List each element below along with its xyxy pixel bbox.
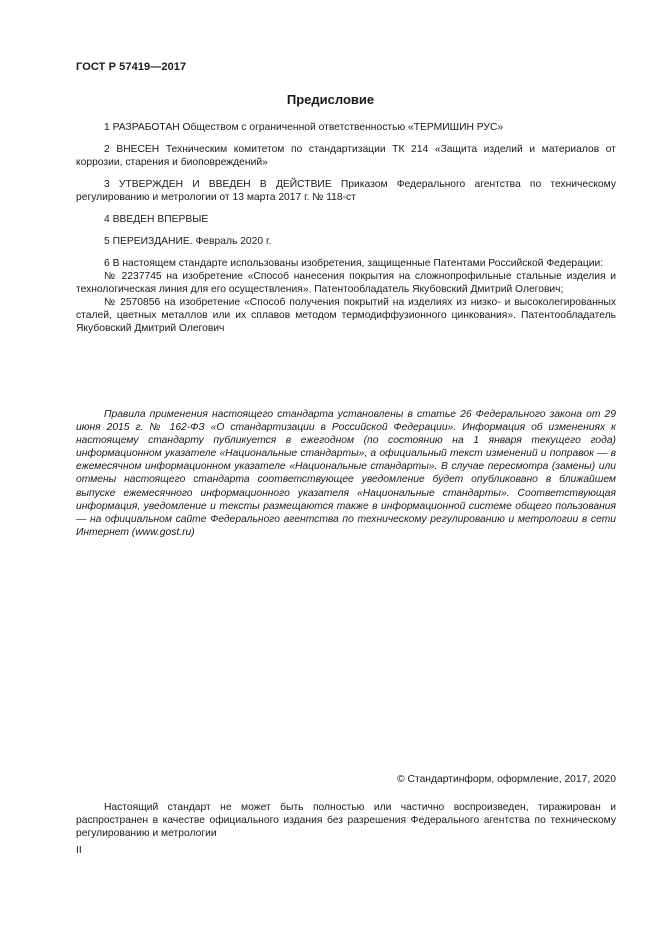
patent-2570856: № 2570856 на изобретение «Способ получения покрытий на изделиях из низко- и высоколегированных сталей, цветных металлов или их сплавов методом термодиффузионного цинкования». Патентообладатель Якубовский Дмитрий Олегович (76, 297, 616, 334)
rules-notice (76, 408, 616, 539)
reproduction-notice (76, 801, 616, 840)
foreword-body (76, 121, 616, 335)
foreword-item-approved: 3 УТВЕРЖДЕН И ВВЕДЕН В ДЕЙСТВИЕ Приказом Федерального агентства по техническому регулированию и метрологии от 13 марта 2017 г. № 118-ст (76, 179, 616, 203)
page-number: II (76, 845, 82, 856)
reproduction-notice-text: Настоящий стандарт не может быть полностью или частично воспроизведен, тиражирован и распространен в качестве официального издания без разрешения Федерального агентства по техническому регулированию и метрологии (76, 802, 616, 839)
standard-code: ГОСТ Р 57419—2017 (76, 61, 187, 73)
foreword-item-introduced: 2 ВНЕСЕН Техническим комитетом по стандартизации ТК 214 «Защита изделий и материалов от коррозии, старения и биоповреждений» (76, 144, 616, 168)
foreword-item-reissue: 5 ПЕРЕИЗДАНИЕ. Февраль 2020 г. (104, 236, 272, 247)
foreword-item-first-time: 4 ВВЕДЕН ВПЕРВЫЕ (104, 214, 209, 225)
foreword-item-patents: 6 В настоящем стандарте использованы изобретения, защищенные Патентами Российской Федерации: (104, 258, 604, 269)
foreword-item-developed: 1 РАЗРАБОТАН Обществом с ограниченной ответственностью «ТЕРМИШИН РУС» (104, 122, 504, 133)
copyright-line: © Стандартинформ, оформление, 2017, 2020 (397, 774, 616, 785)
patent-2237745: № 2237745 на изобретение «Способ нанесения покрытия на сложнопрофильные стальные изделия и технологическая линия для его осуществления». Патентообладатель Якубовский Дмитрий Олегович; (76, 271, 616, 295)
page-title: Предисловие (286, 92, 375, 107)
rules-notice-text: Правила применения настоящего стандарта установлены в статье 26 Федерального закона от 29 июня 2015 г. № 162-ФЗ «О стандартизации в Российской Федерации». Информация об изменениях к настоящему стандарту публикуется в ежегодном (по состоянию на 1 января текущего года) информационном указателе «Национальные стандарты», а официальный текст изменений и поправок — в ежемесячном информационном указателе «Национальные стандарты». В случае пересмотра (замены) или отмены настоящего стандарта соответствующее уведомление будет опубликовано в ближайшем выпуске ежемесячного информационного указателя «Национальные стандарты». Соответствующая информация, уведомление и тексты размещаются также в информационной системе общего пользования — на официальном сайте Федерального агентства по техническому регулированию и метрологии в сети Интернет (www.gost.ru) (76, 409, 616, 538)
